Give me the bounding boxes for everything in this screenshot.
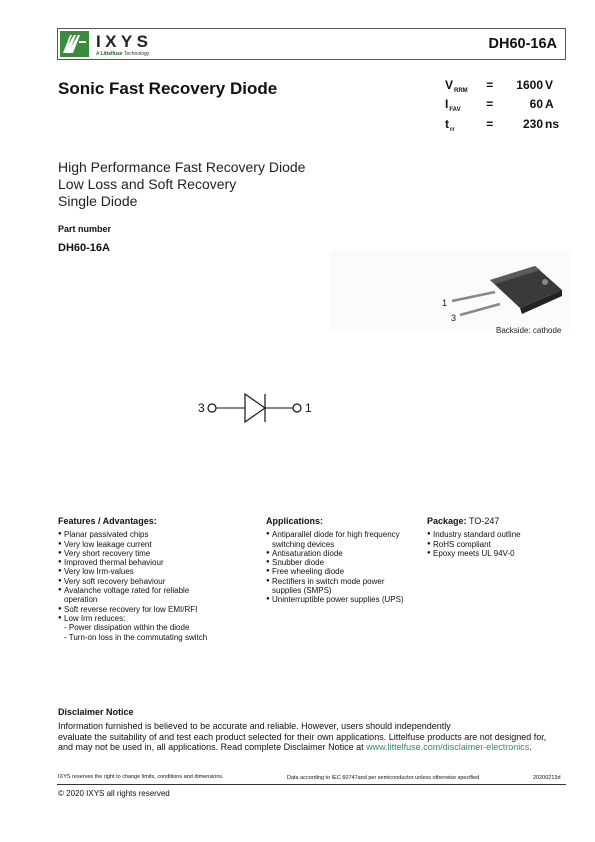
- list-item: ● Industry standard outline: [427, 530, 567, 539]
- brand-name: IXYS: [96, 32, 153, 51]
- ixys-logo-icon: [60, 31, 89, 57]
- footer-doc-code: 20200213d: [533, 775, 561, 781]
- list-item: - Power dissipation within the diode: [64, 623, 190, 633]
- symbol-pin-3: 3: [198, 401, 205, 415]
- description-line: Single Diode: [58, 193, 138, 209]
- list-item: ● RoHS compliant: [427, 540, 567, 549]
- features-heading: Features / Advantages:: [58, 516, 157, 526]
- diode-symbol-icon: [193, 390, 323, 426]
- footer-rights-note: IXYS reserves the right to change limits, conditions and dimensions.: [58, 774, 224, 780]
- list-item: operation: [64, 595, 98, 605]
- list-item: ● Low Irm reduces:: [58, 614, 258, 623]
- pin-label-1: 1: [442, 298, 448, 308]
- spec-value: 230: [522, 117, 543, 131]
- list-item: ● Very soft recovery behaviour: [58, 577, 258, 586]
- list-item: ● Very low leakage current: [58, 540, 258, 549]
- applications-section: [266, 517, 424, 605]
- spec-ifav: [445, 97, 560, 115]
- disclaimer-line: evaluate the suitability of and test each product selected for their own applications. Littelfuse products are not designed for,: [58, 731, 547, 742]
- list-item: ● Free wheeling diode: [266, 567, 424, 576]
- package-image: [330, 250, 570, 330]
- brand-tagline: A Littelfuse Technology: [96, 51, 150, 57]
- product-description: [58, 159, 305, 210]
- description-line: High Performance Fast Recovery Diode: [58, 159, 306, 175]
- package-heading: Package: TO-247: [427, 516, 500, 526]
- list-item: ● Snubber diode: [266, 558, 424, 567]
- part-number-value: DH60-16A: [58, 242, 110, 254]
- disclaimer-title: Disclaimer Notice: [58, 707, 134, 717]
- spec-equals: =: [486, 78, 494, 92]
- list-item: ● Antiparallel diode for high frequency: [266, 530, 424, 539]
- spec-symbol: $t_{rr}$: [445, 117, 455, 133]
- disclaimer-line: Information furnished is believed to be accurate and reliable. However, users should independently: [58, 721, 451, 731]
- list-item: ● Improved thermal behaviour: [58, 558, 258, 567]
- list-item: ● Uninterruptible power supplies (UPS): [266, 595, 424, 604]
- description-line: Low Loss and Soft Recovery: [58, 176, 237, 192]
- spec-equals: =: [486, 97, 494, 111]
- spec-unit: V: [545, 78, 554, 92]
- copyright: © 2020 IXYS all rights reserved: [58, 789, 170, 798]
- list-item: ● Very low Irm-values: [58, 567, 258, 576]
- symbol-pin-1: 1: [305, 401, 312, 415]
- list-item: ● Antisaturation diode: [266, 549, 424, 558]
- list-item: ● Soft reverse recovery for low EMI/RFI: [58, 605, 258, 614]
- list-item: ● Planar passivated chips: [58, 530, 258, 539]
- spec-unit: A: [545, 97, 554, 111]
- spec-value: 1600: [516, 78, 543, 92]
- features-section: [58, 517, 258, 642]
- spec-trr: [445, 117, 560, 135]
- list-item: ● Very short recovery time: [58, 549, 258, 558]
- disclaimer-text: [58, 721, 568, 753]
- list-item: ● Rectifiers in switch mode power: [266, 577, 424, 586]
- part-number-label: Part number: [58, 224, 112, 234]
- spec-symbol: $V_{RRM}$: [445, 78, 468, 94]
- spec-value: 60: [529, 97, 543, 111]
- list-item: ● Avalanche voltage rated for reliable: [58, 586, 258, 595]
- footer-data-note: Data according to IEC 60747and per semiconductor unless otherwise specified: [287, 775, 480, 781]
- page-title: Sonic Fast Recovery Diode: [58, 79, 278, 98]
- pin-label-3: 3: [451, 313, 457, 323]
- header-bar: [57, 28, 566, 60]
- spec-symbol: $I_{FAV}$: [445, 97, 461, 113]
- spec-unit: ns: [545, 117, 560, 131]
- list-item: supplies (SMPS): [272, 586, 332, 596]
- list-item: switching devices: [272, 539, 335, 549]
- header-part-number: DH60-16A: [488, 36, 557, 52]
- package-section: [427, 517, 567, 558]
- disclaimer-link[interactable]: www.littelfuse.com/disclaimer-electronics: [366, 742, 530, 752]
- footer-divider: [57, 784, 566, 785]
- spec-vrrm: [445, 78, 560, 96]
- list-item: - Turn-on loss in the commutating switch: [64, 632, 208, 642]
- backside-note: Backside: cathode: [496, 326, 562, 335]
- applications-heading: Applications:: [266, 516, 324, 526]
- list-item: ● Epoxy meets UL 94V-0: [427, 549, 567, 558]
- disclaimer-line: and may not be used in, all applications. Read complete Disclaimer Notice at www.littelfuse.com/disclaimer-electronics.: [58, 742, 532, 752]
- spec-equals: =: [486, 117, 494, 131]
